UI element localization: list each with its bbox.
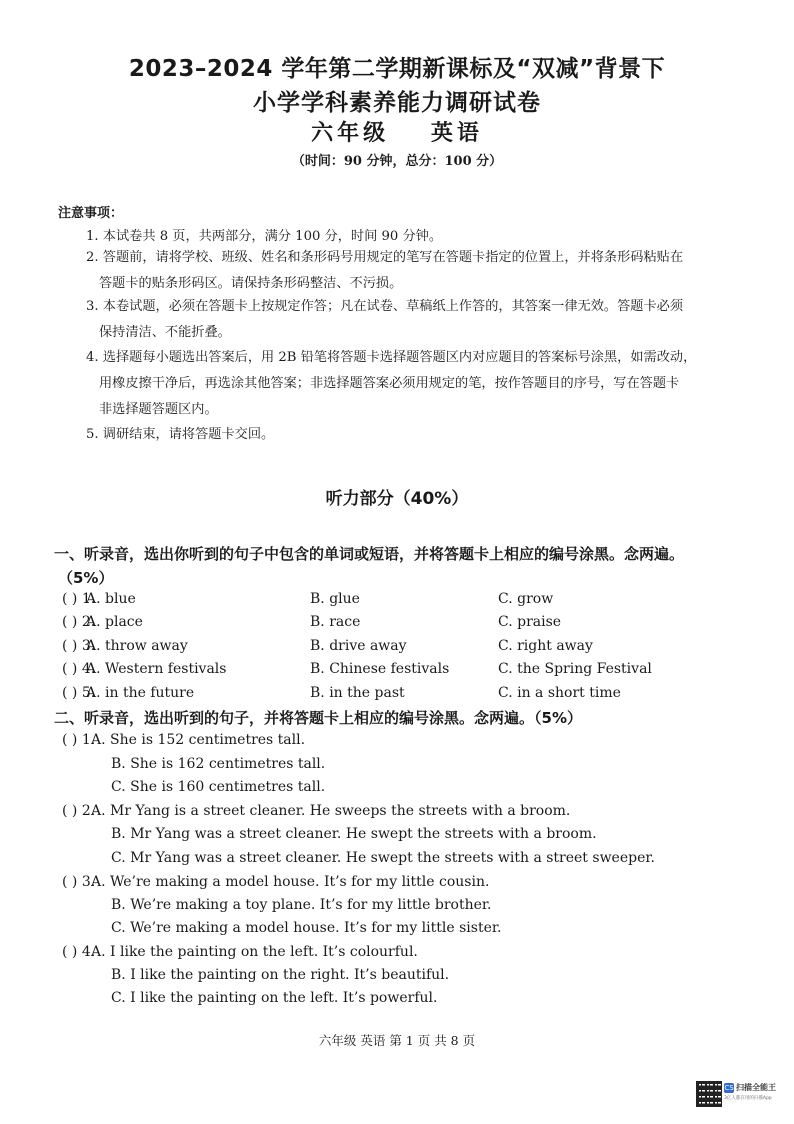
scanner-watermark	[696, 1081, 780, 1109]
part1-question-2	[62, 614, 762, 636]
option-a: A. place	[86, 614, 143, 630]
part2-q1-option-b: B. She is 162 centimetres tall.	[111, 756, 326, 772]
option-b: B. drive away	[310, 638, 407, 654]
part2-q2-bracket: ( ) 2.	[62, 803, 96, 819]
part2-q4-option-a: A. I like the painting on the left. It’s colourful.	[91, 944, 418, 960]
scanner-app-name: 扫描全能王	[736, 1083, 776, 1092]
page-footer: 六年级 英语 第 1 页 共 8 页	[318, 1033, 476, 1048]
notice-item-text: 5. 调研结束，请将答题卡交回。	[86, 427, 275, 442]
answer-bracket: ( ) 3.	[62, 638, 96, 654]
part2-q2-option-a: A. Mr Yang is a street cleaner. He sweeps the streets with a broom.	[91, 803, 571, 819]
part2-heading: 二、听录音，选出听到的句子，并将答题卡上相应的编号涂黑。念两遍。（5%）	[54, 709, 582, 727]
part2-q3-option-a: A. We’re making a model house. It’s for my little cousin.	[91, 874, 490, 890]
notice-item-text: 1. 本试卷共 8 页，共两部分，满分 100 分，时间 90 分钟。	[86, 229, 443, 244]
option-b: B. Chinese festivals	[310, 661, 450, 677]
part2-q3-option-c: C. We’re making a model house. It’s for my little sister.	[111, 920, 502, 936]
part1-question-4	[62, 661, 762, 683]
notice-item-cont: 答题卡的贴条形码区。请保持条形码整洁、不污损。	[99, 276, 403, 291]
option-c: C. right away	[498, 638, 593, 654]
option-c: C. the Spring Festival	[498, 661, 652, 677]
part1-heading: 一、听录音，选出你听到的句子中包含的单词或短语，并将答题卡上相应的编号涂黑。念两遍。	[54, 545, 685, 563]
notice-item-5	[86, 422, 746, 448]
part2-q1-bracket: ( ) 1.	[62, 732, 96, 748]
qr-code-icon	[696, 1081, 722, 1107]
answer-bracket: ( ) 4.	[62, 661, 96, 677]
notice-item-3	[86, 294, 746, 346]
exam-title-line2: 小学学科素养能力调研试卷	[253, 90, 541, 116]
part2-q2-option-c: C. Mr Yang was a street cleaner. He swept the streets with a street sweeper.	[111, 850, 655, 866]
part1-heading-score: （5%）	[58, 569, 114, 587]
notice-item-text: 2. 答题前，请将学校、班级、姓名和条形码号用规定的笔写在答题卡指定的位置上，并将条形码粘贴在	[86, 250, 684, 265]
scanner-app-tagline: 3亿人都在用的扫描App	[724, 1096, 772, 1101]
part2-q4-option-c: C. I like the painting on the left. It’s powerful.	[111, 990, 438, 1006]
exam-title-line3: 六年级 英语	[311, 121, 483, 146]
exam-title-line1: 2023–2024 学年第二学期新课标及“双减”背景下	[128, 56, 666, 82]
part2-q2-option-b: B. Mr Yang was a street cleaner. He swept the streets with a broom.	[111, 826, 597, 842]
part2-q4-bracket: ( ) 4.	[62, 944, 96, 960]
notice-item-4	[86, 345, 746, 423]
option-b: B. in the past	[310, 685, 405, 701]
option-c: C. in a short time	[498, 685, 621, 701]
answer-bracket: ( ) 1.	[62, 591, 96, 607]
notice-item-text: 3. 本卷试题，必须在答题卡上按规定作答；凡在试卷、草稿纸上作答的，其答案一律无效。答题卡必须	[86, 299, 684, 314]
option-c: C. grow	[498, 591, 554, 607]
notice-item-cont: 用橡皮擦干净后，再选涂其他答案；非选择题答案必须用规定的笔，按作答题目的序号，写在答题卡	[99, 376, 680, 391]
part2-q3-option-b: B. We’re making a toy plane. It’s for my little brother.	[111, 897, 492, 913]
part2-q1-option-a: A. She is 152 centimetres tall.	[91, 732, 306, 748]
option-b: B. glue	[310, 591, 360, 607]
option-a: A. Western festivals	[86, 661, 227, 677]
notice-heading: 注意事项：	[58, 206, 124, 221]
answer-bracket: ( ) 2.	[62, 614, 96, 630]
part1-question-5	[62, 685, 762, 707]
option-a: A. blue	[86, 591, 136, 607]
notice-item-cont: 保持清洁、不能折叠。	[99, 325, 231, 340]
part2-q4-option-b: B. I like the painting on the right. It’s beautiful.	[111, 967, 450, 983]
answer-bracket: ( ) 5.	[62, 685, 96, 701]
exam-time-info: （时间：90 分钟，总分：100 分）	[291, 154, 503, 169]
notice-item-2	[86, 245, 746, 297]
listening-section-title: 听力部分（40%）	[325, 489, 469, 509]
option-a: A. throw away	[86, 638, 188, 654]
part2-q3-bracket: ( ) 3.	[62, 874, 96, 890]
notice-item-cont: 非选择题答题区内。	[99, 402, 218, 417]
option-c: C. praise	[498, 614, 562, 630]
option-b: B. race	[310, 614, 361, 630]
notice-item-text: 4. 选择题每小题选出答案后，用 2B 铅笔将答题卡选择题答题区内对应题目的答案标号涂黑，如需改动，	[86, 350, 697, 365]
part1-question-1	[62, 591, 762, 613]
option-a: A. in the future	[86, 685, 195, 701]
cs-logo-icon: CS	[724, 1084, 734, 1092]
part1-question-3	[62, 638, 762, 660]
part2-q1-option-c: C. She is 160 centimetres tall.	[111, 779, 326, 795]
